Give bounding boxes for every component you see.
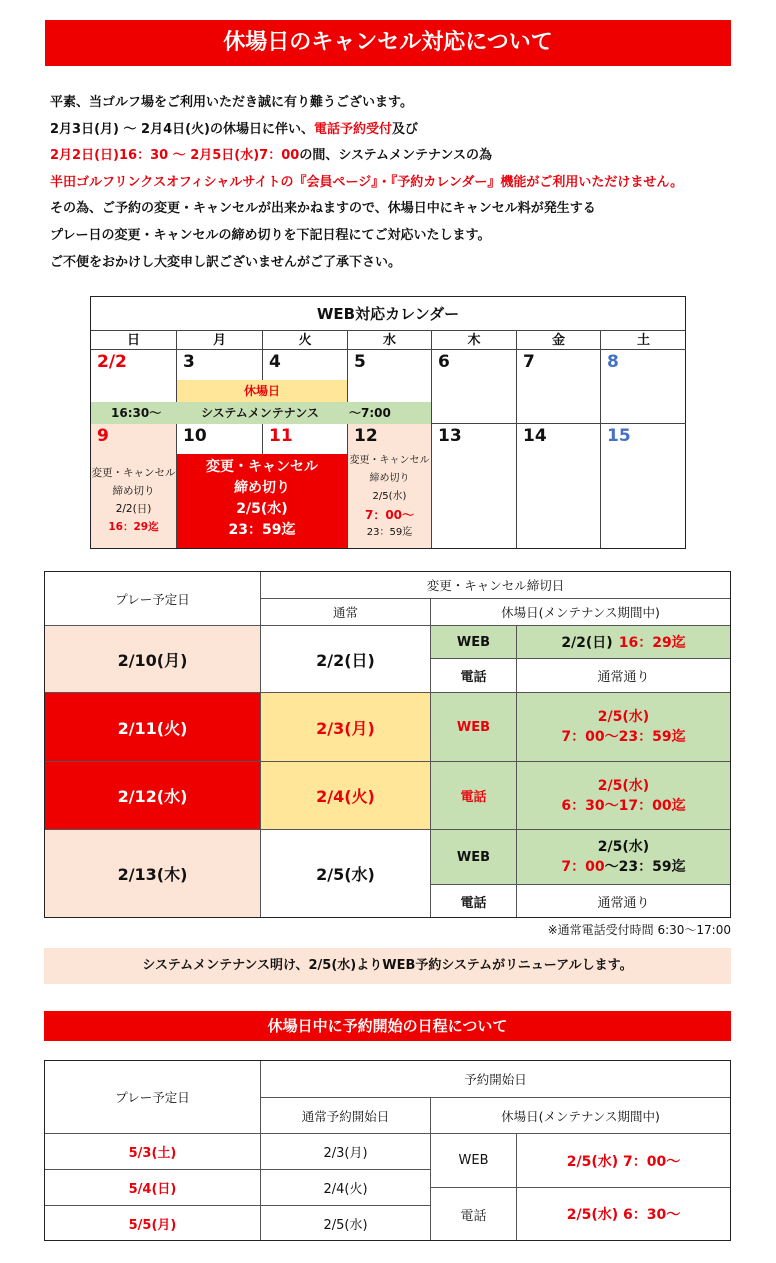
note-line: 2/5(水) [372,491,407,502]
day-number: 9 [97,426,109,446]
header-play-date: プレー予定日 [45,572,261,626]
note-line: 2/5(水) [236,501,288,517]
normal-deadline: 2/4(火) [261,762,431,830]
renewal-notice: システムメンテナンス明け、2/5(水)よりWEB予約システムがリニューアルします。 [44,948,731,984]
deadline-note [177,457,347,541]
intro-line [50,143,750,170]
note-line: 締め切り [234,480,290,496]
play-date: 5/5(月) [45,1206,261,1240]
channel-web: WEB [431,830,517,885]
day-number: 14 [523,426,547,446]
deadline-time: 16：29迄 [618,635,686,651]
phone-hours-note: ※通常電話受付時間 6:30～17:00 [547,923,731,937]
note-line: 変更・キャンセル [206,459,318,475]
note-line: 23：59迄 [228,522,296,538]
maintenance-start: 16:30～ [111,406,162,420]
deadline-table [44,571,731,918]
closed-deadline [517,762,730,830]
play-date: 2/12(水) [45,762,261,830]
intro-fragment: の間、システムメンテナンスの為 [299,148,492,164]
note-line: 7：00～ [364,508,415,522]
web-start: 2/5(水) 7：00～ [517,1134,730,1188]
intro-highlight: 2月2日(日)16：30 ～ 2月5日(水)7：00 [50,148,300,164]
intro-text [50,90,750,276]
day-number: 15 [607,426,631,446]
calendar-day [91,424,177,548]
calendar-day [517,350,601,424]
calendar-day [432,350,517,424]
day-number: 10 [183,426,207,446]
weekday-fri: 金 [517,331,601,350]
note-line: 16：29迄 [108,521,159,533]
channel-web: WEB [431,693,517,762]
channel-tel: 電話 [431,659,517,693]
intro-line: 平素、当ゴルフ場をご利用いただき誠に有り難うございます。 [50,95,413,110]
normal-deadline: 2/3(月) [261,693,431,762]
note-line: 変更・キャンセル [349,455,430,466]
deadline-note [348,452,431,542]
calendar-day [432,424,517,548]
day-number: 11 [269,426,293,446]
deadline-time-end: ～23：59迄 [604,859,686,875]
normal-start: 2/3(月) [261,1134,431,1170]
channel-web: WEB [431,1134,517,1188]
day-number: 4 [269,352,281,372]
note-line: 変更・キャンセル [91,467,176,479]
deadline-box-mon-tue [177,454,348,548]
header-closed-period: 休場日(メンテナンス期間中) [431,599,730,626]
channel-tel: 電話 [431,762,517,830]
play-date: 5/4(日) [45,1170,261,1206]
weekday-tue: 火 [263,331,348,350]
deadline-time-start: 7：00 [561,859,605,875]
day-number: 8 [607,352,619,372]
note-line: 締め切り [112,485,155,497]
day-number: 5 [354,352,366,372]
weekday-sun: 日 [91,331,177,350]
deadline-date: 2/5(水) [597,709,650,725]
play-date: 2/13(木) [45,830,261,917]
intro-line [50,117,750,144]
day-number: 7 [523,352,535,372]
intro-fragment: 2月3日(月) ～ 2月4日(火)の休場日に伴い、 [50,121,314,137]
deadline-date: 2/5(水) [597,777,650,794]
note-line: 23：59迄 [366,527,413,538]
maintenance-label: システムメンテナンス [201,406,319,420]
day-number: 6 [438,352,450,372]
calendar-day [348,424,432,548]
play-date: 2/11(火) [45,693,261,762]
weekday-wed: 水 [348,331,432,350]
channel-web: WEB [431,626,517,659]
header-normal-start: 通常予約開始日 [261,1098,431,1134]
deadline-date: 2/2(日) [561,635,613,651]
header-closed-period: 休場日(メンテナンス期間中) [431,1098,730,1134]
tel-deadline: 通常通り [517,659,730,693]
maintenance-end: ～7:00 [349,406,391,420]
deadline-time: 6：30～17：00迄 [561,797,686,814]
play-date: 5/3(土) [45,1134,261,1170]
calendar-title: WEB対応カレンダー [91,297,685,331]
section-title: 休場日中に予約開始の日程について [44,1011,731,1041]
web-deadline [517,626,730,659]
intro-highlight: 電話予約受付 [314,121,393,137]
calendar-day [601,350,686,424]
channel-tel: 電話 [431,885,517,917]
maintenance-bar [91,402,431,424]
tel-start: 2/5(水) 6：30～ [566,1207,681,1223]
header-deadline: 変更・キャンセル締切日 [261,572,730,599]
intro-line: その為、ご予約の変更・キャンセルが出来かねますので、休場日中にキャンセル料が発生する [50,201,596,217]
deadline-time: 7：00～23：59迄 [561,729,686,745]
intro-line: 半田ゴルフリンクスオフィシャルサイトの『会員ページ』・『予約カレンダー』機能がご利用いただけません。 [50,174,684,190]
header-normal: 通常 [261,599,431,626]
day-number: 2/2 [97,352,127,372]
intro-fragment: 及び [392,121,419,137]
calendar-day [517,424,601,548]
channel-tel: 電話 [431,1188,517,1240]
day-number: 13 [438,426,462,446]
weekday-mon: 月 [177,331,263,350]
weekday-sat: 土 [601,331,686,350]
note-line: 締め切り [369,473,410,484]
normal-start: 2/4(火) [261,1170,431,1206]
web-calendar [90,296,686,549]
intro-line: プレー日の変更・キャンセルの締め切りを下記日程にてご対応いたします。 [50,227,491,243]
normal-deadline: 2/5(水) [261,830,431,917]
deadline-date: 2/5(水) [597,839,650,855]
closed-day-bar: 休場日 [177,380,347,402]
calendar-day [601,424,686,548]
deadline-note [91,464,176,536]
deadline-time [561,857,685,877]
intro-line: ご不便をおかけし大変申し訳ございませんがご了承下さい。 [50,254,402,270]
normal-start: 2/5(水) [261,1206,431,1240]
web-deadline [517,830,730,885]
reservation-start-table [44,1060,731,1241]
page-title: 休場日のキャンセル対応について [45,20,731,66]
header-play-date: プレー予定日 [45,1061,261,1134]
day-number: 12 [354,426,378,446]
tel-deadline: 通常通り [597,895,650,911]
play-date: 2/10(月) [45,626,261,693]
weekday-thu: 木 [432,331,517,350]
day-number: 3 [183,352,195,372]
normal-deadline: 2/2(日) [261,626,431,693]
closed-deadline [517,693,730,762]
header-reservation-start: 予約開始日 [261,1061,730,1098]
note-line: 2/2(日) [115,503,152,515]
